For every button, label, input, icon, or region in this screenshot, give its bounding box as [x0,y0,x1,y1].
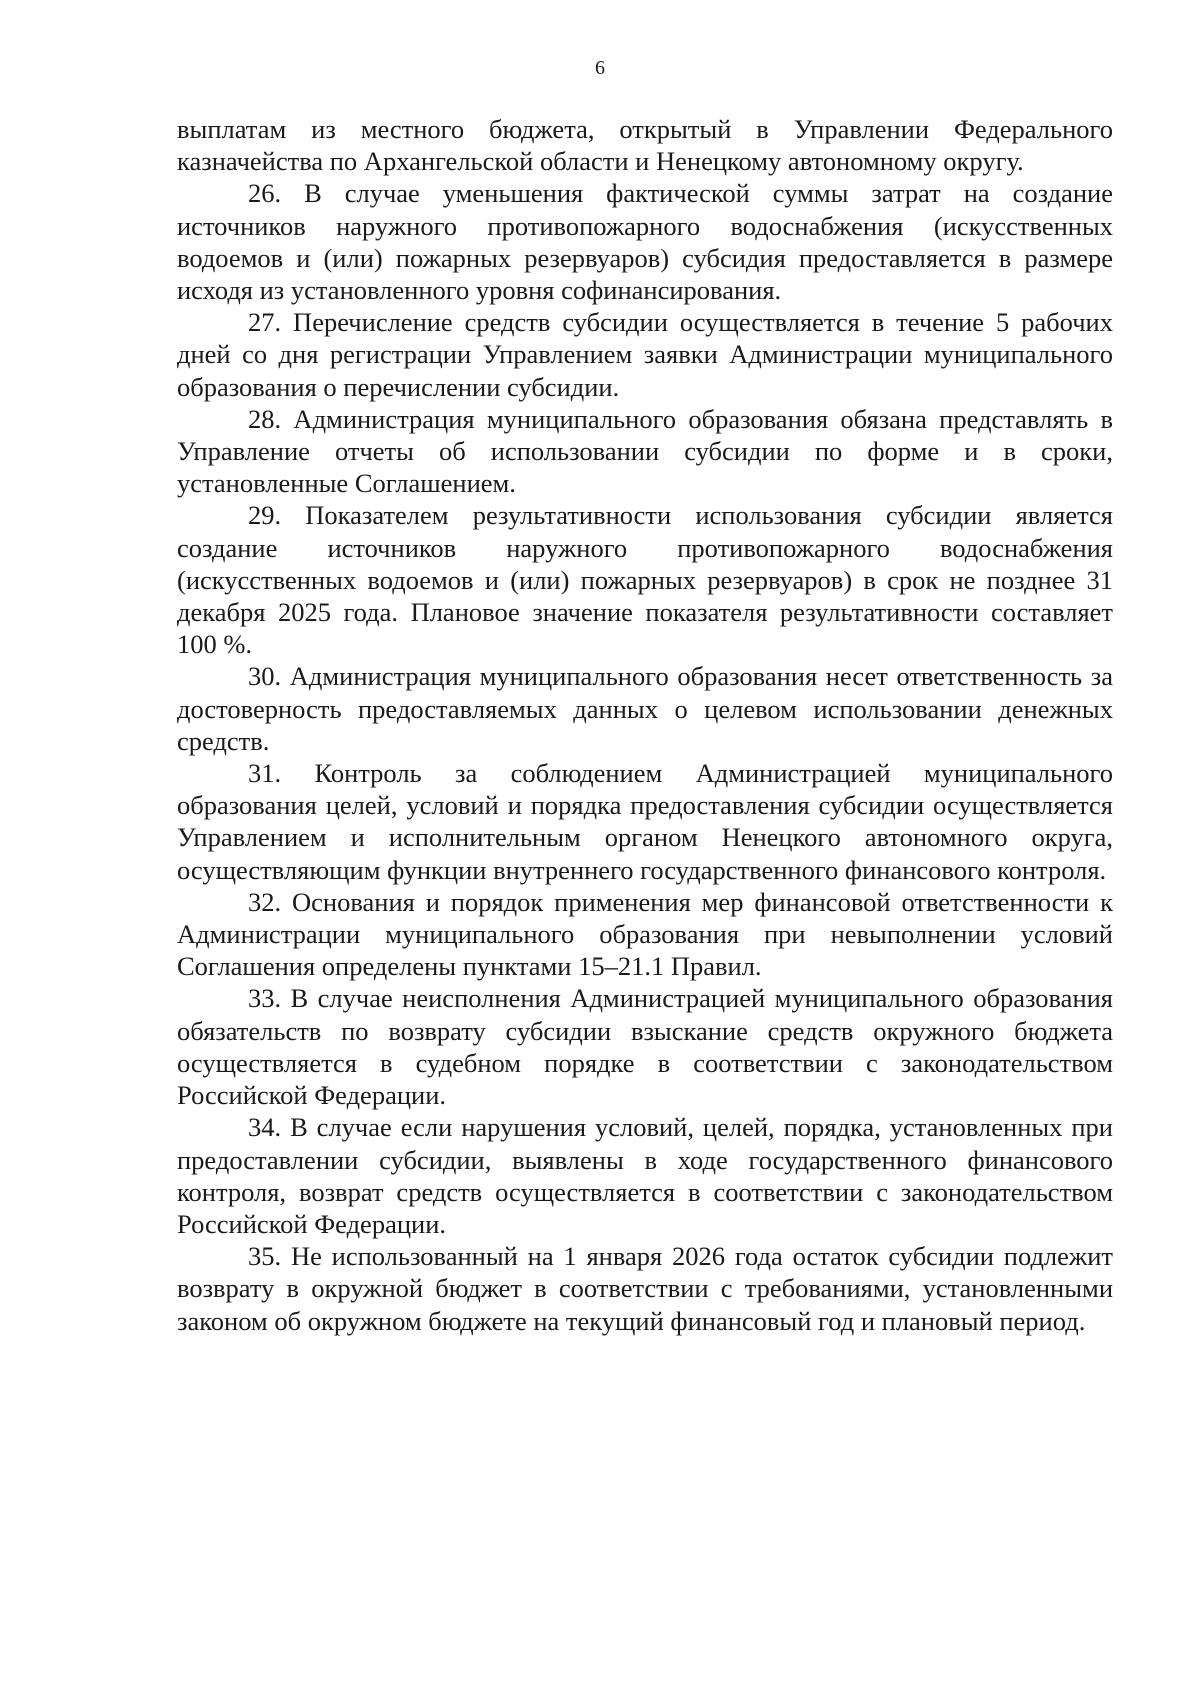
paragraph-27: 27. Перечисление средств субсидии осуществляется в течение 5 рабочих дней со дня регистрации Управлением заявки Администрации муниципального образования о перечислении субсидии. [177,307,1113,402]
paragraph-31: 31. Контроль за соблюдением Администрацией муниципального образования целей, условий и порядка предоставления субсидии осуществляется Управлением и исполнительным органом Ненецкого автономного округа, осуществляющим функции внутреннего государственного финансового контроля. [177,758,1113,885]
paragraph-34: 34. В случае если нарушения условий, целей, порядка, установленных при предоставлении субсидии, выявлены в ходе государственного финансового контроля, возврат средств осуществляется в соответствии с законодательством Российской Федерации. [177,1112,1113,1239]
paragraph-33: 33. В случае неисполнения Администрацией муниципального образования обязательств по возврату субсидии взыскание средств окружного бюджета осуществляется в судебном порядке в соответствии с законодательством Российской Федерации. [177,983,1113,1111]
paragraph-29: 29. Показателем результативности использования субсидии является создание источников наружного противопожарного водоснабжения (искусственных водоемов и (или) пожарных резервуаров) в срок не позднее 31 декабря 2025 года. Плановое значение показателя результативности составляет 100 %. [177,500,1113,660]
page-number: 6 [595,57,605,79]
paragraph-30: 30. Администрация муниципального образования несет ответственность за достоверность предоставляемых данных о целевом использовании денежных средств. [177,661,1113,756]
paragraph-26: 26. В случае уменьшения фактической суммы затрат на создание источников наружного противопожарного водоснабжения (искусственных водоемов и (или) пожарных резервуаров) субсидия предоставляется в размере исходя из установленного уровня софинансирования. [177,178,1113,306]
paragraph-28: 28. Администрация муниципального образования обязана представлять в Управление отчеты об использовании субсидии по форме и в сроки, установленные Соглашением. [177,403,1113,499]
paragraph-32: 32. Основания и порядок применения мер финансовой ответственности к Администрации муниципального образования при невыполнении условий Соглашения определены пунктами 15–21.1 Правил. [177,886,1113,982]
paragraph-continuation: выплатам из местного бюджета, открытый в Управлении Федерального казначейства по Архангельской области и Ненецкому автономному округу. [177,114,1113,177]
document-body [177,113,1113,1337]
paragraph-35: 35. Не использованный на 1 января 2026 года остаток субсидии подлежит возврату в окружной бюджет в соответствии с требованиями, установленными законом об окружном бюджете на текущий финансовый год и плановый период. [177,1241,1113,1336]
